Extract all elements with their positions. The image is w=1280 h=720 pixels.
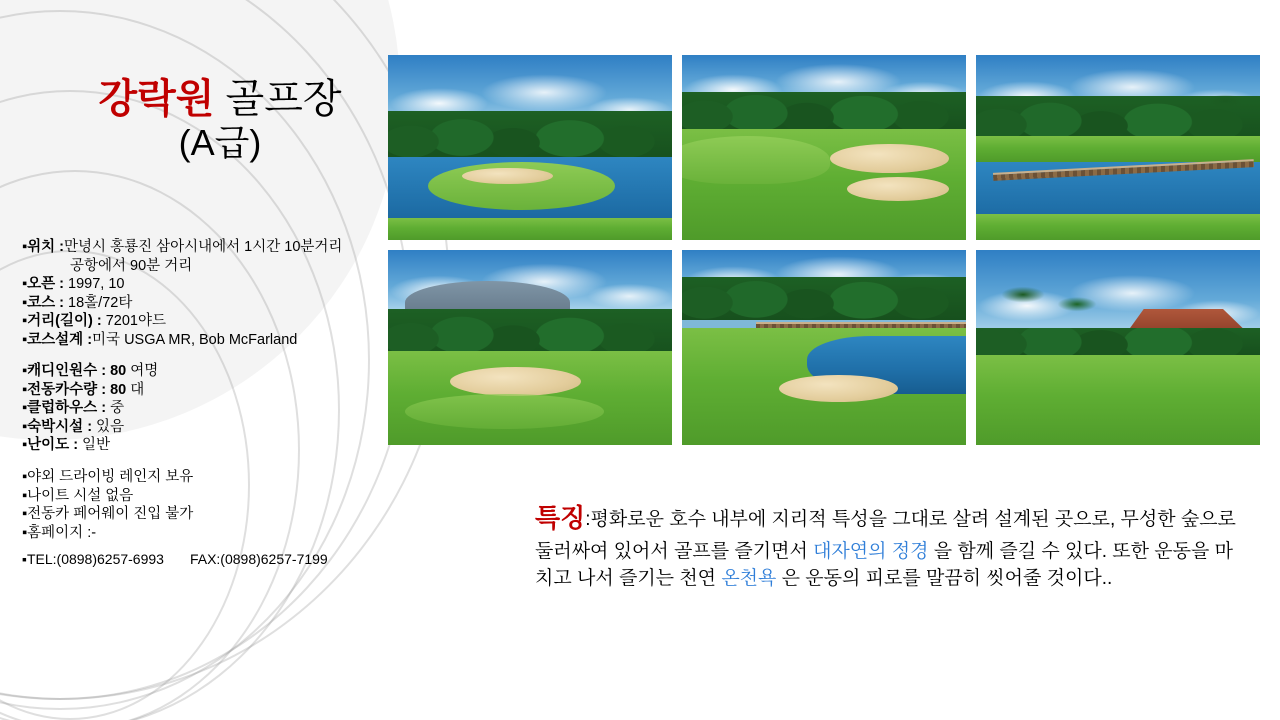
page-title bbox=[55, 78, 385, 163]
info-row-difficulty bbox=[22, 436, 392, 455]
info-row-driving-range: ▪야외 드라이빙 레인지 보유 bbox=[22, 469, 194, 486]
info-label-location: ▪위치 : bbox=[22, 239, 65, 255]
bunker-shape bbox=[779, 375, 898, 402]
treeline-layer bbox=[682, 277, 966, 320]
info-row-designer bbox=[22, 331, 392, 350]
info-label-caddie: ▪캐디인원수 : bbox=[22, 363, 107, 380]
info-label-cart: ▪전동카수량 : bbox=[22, 381, 107, 398]
palm-tree-icon-2 bbox=[1050, 285, 1104, 333]
info-value-fax: FAX:(0898)6257-7199 bbox=[189, 551, 328, 568]
bunker-large bbox=[830, 144, 949, 174]
foreground-grass bbox=[388, 218, 672, 240]
fairway-strip bbox=[976, 136, 1260, 162]
feature-highlight-2: 온천욕 bbox=[721, 568, 777, 590]
bunker-small bbox=[847, 177, 949, 201]
info-row-cart bbox=[22, 381, 392, 400]
photo-lake-bridge-palms[interactable] bbox=[976, 55, 1260, 240]
photo-island-green-lake[interactable] bbox=[388, 55, 672, 240]
info-value-difficulty: 일반 bbox=[78, 437, 111, 454]
palm-tree-icon bbox=[993, 273, 1053, 327]
info-row-open bbox=[22, 275, 392, 294]
info-value-cart: 80 bbox=[106, 381, 131, 398]
feature-text-2: 을 함께 즐길 수 있다. 또한 운동을 마치고 나서 즐기는 천연 bbox=[535, 540, 1233, 590]
palm-tree-icon bbox=[1203, 85, 1247, 125]
feature-text-1: 평화로운 호수 내부에 지리적 특성을 그대로 살려 설계된 곳으로, 무성한 숲으로 둘러싸여 있어서 골프를 즐기면서 bbox=[535, 509, 1236, 562]
info-row-lodging bbox=[22, 418, 392, 437]
title-grade: (A급) bbox=[178, 122, 262, 163]
info-value-distance: 7201야드 bbox=[101, 313, 166, 330]
info-value-location: 만녕시 홍룡진 삼아시내에서 1시간 10분거리 bbox=[64, 239, 343, 255]
treeline-layer bbox=[682, 92, 966, 133]
feature-highlight-1: 대자연의 정경 bbox=[813, 540, 929, 562]
info-row-homepage: ▪홈페이지 :- bbox=[22, 524, 97, 541]
info-value-lodging: 있음 bbox=[92, 418, 125, 435]
info-value-designer: 미국 USGA MR, Bob McFarland bbox=[92, 331, 298, 348]
feature-colon: : bbox=[585, 509, 591, 530]
info-value-tel: ▪TEL:(0898)6257-6993 bbox=[22, 551, 164, 568]
info-label-clubhouse: ▪클럽하우스 : bbox=[22, 400, 107, 417]
info-row-night-facility: ▪나이트 시설 없음 bbox=[22, 487, 134, 504]
photo-mountain-backdrop-green[interactable] bbox=[388, 250, 672, 445]
foreground-grass bbox=[976, 214, 1260, 240]
feature-description bbox=[535, 500, 1247, 593]
photo-boardwalk-lake-fairway[interactable] bbox=[682, 250, 966, 445]
fairway-layer bbox=[976, 355, 1260, 445]
putting-green bbox=[682, 136, 830, 184]
feature-text-3: 은 운동의 피로를 말끔히 씻어줄 것이다.. bbox=[776, 568, 1113, 590]
title-accent: 강락원 bbox=[98, 77, 215, 121]
info-label-lodging: ▪숙박시설 : bbox=[22, 418, 93, 435]
info-unit-caddie: 여명 bbox=[130, 363, 159, 380]
treeline-layer bbox=[388, 111, 672, 163]
info-row-clubhouse bbox=[22, 399, 392, 418]
info-row-cart-fairway: ▪전동카 페어웨이 진입 불가 bbox=[22, 506, 194, 523]
info-label-open: ▪오픈 : bbox=[22, 276, 65, 293]
info-row-distance bbox=[22, 312, 392, 331]
treeline-layer bbox=[976, 328, 1260, 355]
photo-fairway-bunkers[interactable] bbox=[682, 55, 966, 240]
info-label-course: ▪코스 : bbox=[22, 294, 65, 311]
info-value-clubhouse: 중 bbox=[106, 400, 125, 417]
info-unit-cart: 대 bbox=[130, 381, 145, 398]
feature-label: 특징 bbox=[535, 503, 586, 533]
photo-gallery bbox=[388, 55, 1260, 445]
info-label-distance: ▪거리(길이) : bbox=[22, 313, 102, 330]
title-rest: 골프장 bbox=[214, 77, 342, 121]
course-info-list bbox=[22, 238, 392, 569]
info-row-caddie bbox=[22, 362, 392, 381]
info-value-location2: 공항에서 90분 거리 bbox=[70, 257, 193, 274]
info-row-location2 bbox=[22, 257, 392, 276]
info-value-course: 18홀/72타 bbox=[64, 294, 133, 311]
info-value-caddie: 80 bbox=[106, 363, 131, 380]
info-value-open: 1997, 10 bbox=[64, 276, 125, 293]
info-row-contact bbox=[22, 551, 392, 569]
info-label-designer: ▪코스설계 : bbox=[22, 331, 93, 348]
bunker-shape bbox=[450, 367, 581, 396]
photo-clubhouse-pavilion[interactable] bbox=[976, 250, 1260, 445]
info-label-difficulty: ▪난이도 : bbox=[22, 437, 79, 454]
info-row-location bbox=[22, 238, 392, 257]
info-row-course bbox=[22, 294, 392, 313]
